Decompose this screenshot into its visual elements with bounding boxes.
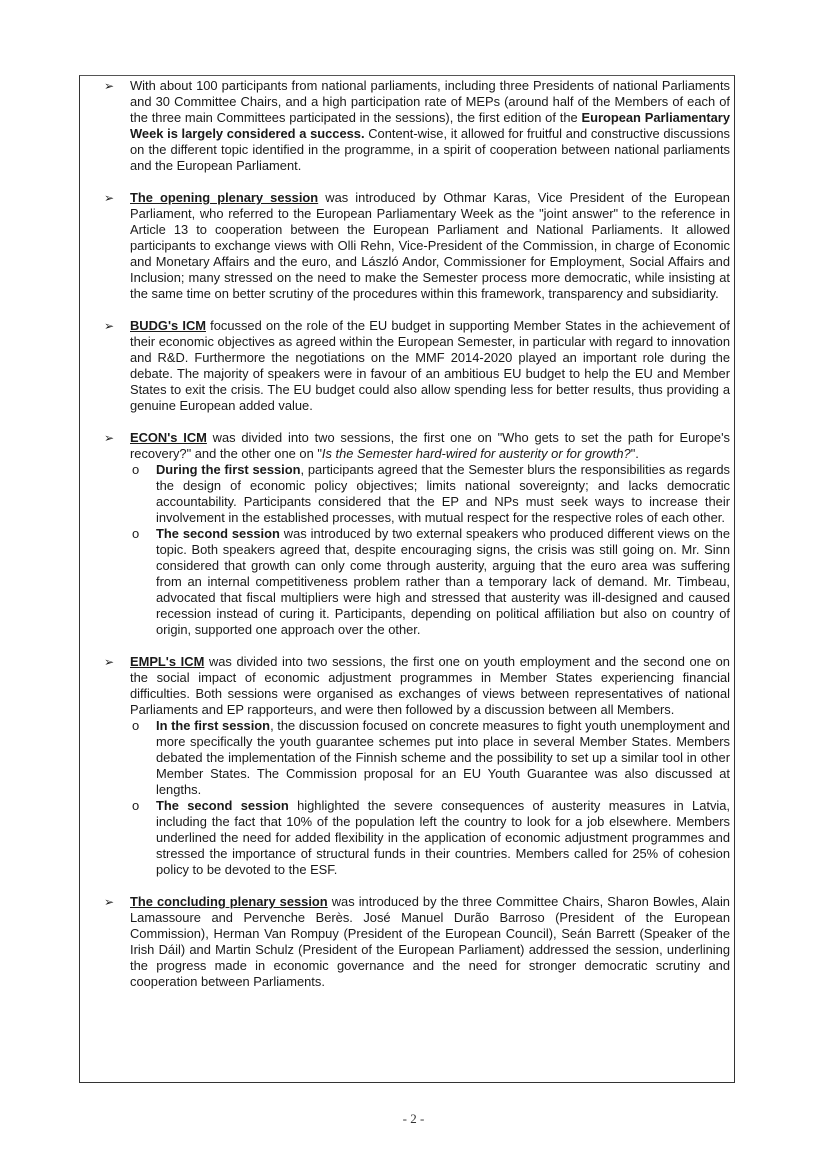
circle-bullet-icon: o <box>132 718 140 733</box>
arrow-bullet-icon: ➢ <box>104 319 115 333</box>
arrow-bullet-icon: ➢ <box>104 655 115 669</box>
paragraph-concluding-plenary <box>102 894 730 990</box>
sub-text: was introduced by two external speakers who produced different views on the topic. Both speakers agreed that, despite encouraging signs, the crisis was still going on. Mr. Sinn considered that growth can only come through austerity, arguing that the euro area was suffering from an internal competitiveness problem rather than a temporary lack of demand. Mr. Timbeau, advocated that fiscal multipliers were high and stressed that austerity was ill-designed and caused recession instead of curing it. Participants, depending on political affiliation but also on country of origin, supported one approach over the other. <box>156 526 730 637</box>
paragraph-opening-plenary <box>102 190 730 302</box>
section-heading: The concluding plenary session <box>130 894 328 909</box>
list-item <box>130 526 730 638</box>
arrow-bullet-icon: ➢ <box>104 431 115 445</box>
paragraph-text: focussed on the role of the EU budget in supporting Member States in the achievement of their economic objectives as agreed within the European Semester, in particular with regard to innovation and R&D. Furthermore the negotiations on the MMF 2014-2020 played an important role during the debate. The majority of speakers were in favour of an ambitious EU budget to help the EU and Member States to exit the crisis. The EU budget could also allow spending less for better results, thus providing a genuine European added value. <box>130 318 730 413</box>
paragraph-text-end: ". <box>630 446 639 461</box>
sub-text: , the discussion focused on concrete measures to fight youth unemployment and more specifically the youth guarantee schemes put into place in several Member States. Members debated the implementation of the Finnish scheme and the possibility to set up a similar tool in other Member States. The Commission proposal for an EU Youth Guarantee was also discussed at lengths. <box>156 718 730 797</box>
section-heading: EMPL's ICM <box>130 654 205 669</box>
paragraph-text: was introduced by the three Committee Chairs, Sharon Bowles, Alain Lamassoure and Pervenche Berès. José Manuel Durão Barroso (President of the European Commission), Herman Van Rompuy (President of the European Council), Seán Barrett (Speaker of the Irish Dáil) and Martin Schulz (President of the European Parliament) addressed the session, underlining the progress made in economic governance and the need for stronger democratic scrutiny and cooperation between Parliaments. <box>130 894 730 989</box>
arrow-bullet-icon: ➢ <box>104 895 115 909</box>
sub-heading: The second session <box>156 526 280 541</box>
circle-bullet-icon: o <box>132 462 140 477</box>
sub-heading: During the first session <box>156 462 301 477</box>
arrow-bullet-icon: ➢ <box>104 79 115 93</box>
paragraph-text: was divided into two sessions, the first one on youth employment and the second one on the social impact of economic adjustment programmes in Member States experiencing financial difficulties. Both sessions were organised as exchanges of views between representatives of national Parliaments and EP rapporteurs, and were then followed by a discussion between all Members. <box>130 654 730 717</box>
sub-heading: The second session <box>156 798 289 813</box>
paragraph-budg-icm <box>102 318 730 414</box>
sub-heading: In the first session <box>156 718 271 733</box>
paragraph-summary <box>102 78 730 174</box>
page-number: - 2 - <box>402 1111 425 1126</box>
circle-bullet-icon: o <box>132 526 140 541</box>
list-item <box>130 718 730 798</box>
paragraph-rest: Content-wise, it allowed for fruitful and constructive discussions on the different topic identified in the programme, in a spirit of cooperation between national parliaments and the European Parliament. <box>130 126 730 173</box>
paragraph-bold: European Parliamentary Week is largely considered a success. <box>130 110 730 141</box>
paragraph-text: was divided into two sessions, the first one on "Who gets to set the path for Europe's recovery?" and the other one on " <box>130 430 730 461</box>
paragraph-text: was introduced by Othmar Karas, Vice President of the European Parliament, who referred to the European Parliamentary Week as the "joint answer" to the reference in Article 13 to cooperation between the European Parliament and National Parliaments. It allowed participants to exchange views with Olli Rehn, Vice-President of the Commission, in charge of Economic and Monetary Affairs and the euro, and László Andor, Commissioner for Employment, Social Affairs and Inclusion; many stressed on the need to make the Semester process more democratic, while insisting at the same time on better scrutiny of the procedures within this framework, transparency and subsidiarity. <box>130 190 730 301</box>
sub-text: , participants agreed that the Semester blurs the responsibilities as regards the design of economic policy objectives; limits national sovereignty; and lacks democratic accountability. Participants considered that the EP and NPs must seek ways to increase their involvement in the established processes, with mutual respect for the respective roles of each other. <box>156 462 731 525</box>
section-heading: BUDG's ICM <box>130 318 206 333</box>
paragraph-lead: With about 100 participants from national parliaments, including three Presidents of national Parliaments and 30 Committee Chairs, and a high participation rate of MEPs (around half of the Members of each of the three main Committees participated in the sessions), the first edition of the <box>130 78 730 125</box>
section-heading: ECON's ICM <box>130 430 207 445</box>
document-body <box>102 78 730 1006</box>
sub-list <box>130 718 730 878</box>
paragraph-econ-icm <box>102 430 730 638</box>
paragraph-italic: Is the Semester hard-wired for austerity or for growth? <box>321 446 631 461</box>
list-item <box>130 798 730 878</box>
circle-bullet-icon: o <box>132 798 140 813</box>
list-item <box>130 462 730 526</box>
sub-text: highlighted the severe consequences of austerity measures in Latvia, including the fact that 10% of the population left the country to look for a job elsewhere. Members underlined the need for added flexibility in the application of economic adjustment programmes and stressed the importance of structural funds in their countries. Members called for 25% of cohesion policy to be devoted to the ESF. <box>156 798 731 877</box>
section-heading: The opening plenary session <box>130 190 319 205</box>
arrow-bullet-icon: ➢ <box>104 191 115 205</box>
paragraph-empl-icm <box>102 654 730 878</box>
sub-list <box>130 462 730 638</box>
